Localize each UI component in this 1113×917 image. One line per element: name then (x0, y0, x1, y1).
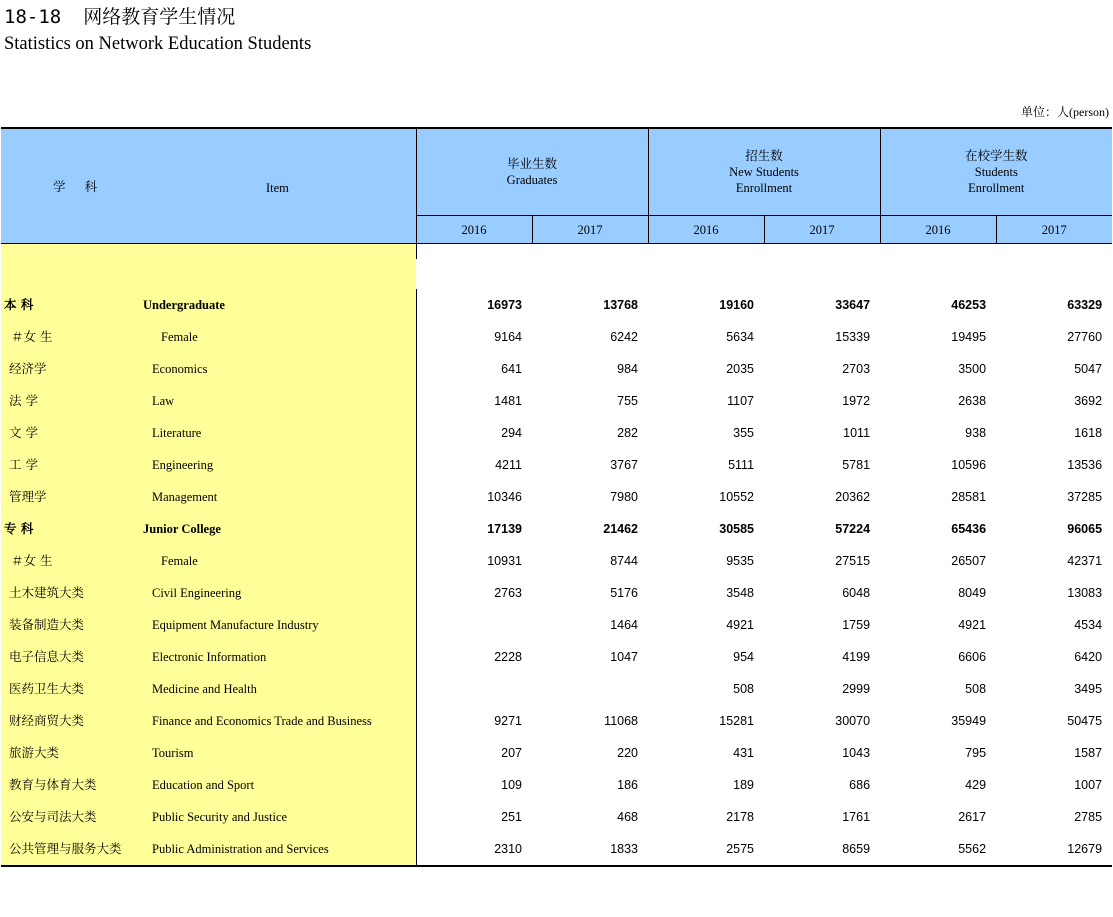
value-cell: 30585 (719, 522, 755, 536)
value-cell: 1761 (842, 810, 871, 824)
value-cell: 5047 (1074, 362, 1103, 376)
value-cell: 6606 (958, 650, 987, 664)
value-cell: 4534 (1074, 618, 1103, 632)
table-row (1, 769, 1112, 801)
value-cell: 1481 (416, 385, 532, 417)
value-cell: 2763 (416, 577, 532, 609)
group-header-en: Students (974, 165, 1018, 179)
item-cell (1, 513, 416, 545)
year-header: 2017 (764, 216, 880, 244)
value-cell: 46253 (951, 298, 987, 312)
value-cell: 189 (733, 778, 755, 792)
item-name-cn: 土木建筑大类 (9, 585, 85, 600)
value-cell: 795 (965, 746, 987, 760)
table-row (1, 673, 1112, 705)
group-header-cn: 毕业生数 (507, 157, 558, 171)
year-header: 2016 (648, 216, 764, 244)
item-cell (1, 259, 416, 289)
value-cell: 6420 (1074, 650, 1103, 664)
value-cell: 13768 (603, 298, 639, 312)
table-row (1, 609, 1112, 641)
value-cell: 294 (416, 417, 532, 449)
value-cell: 10596 (951, 458, 987, 472)
table-row (1, 353, 1112, 385)
value-cell: 641 (416, 353, 532, 385)
value-cell: 63329 (1067, 298, 1103, 312)
item-name-cn: 公共管理与服务大类 (9, 841, 122, 856)
value-cell: 431 (733, 746, 755, 760)
item-cell (1, 673, 416, 705)
item-name-cn: 工 学 (9, 457, 38, 472)
value-cell: 2999 (842, 682, 871, 696)
table-row (1, 641, 1112, 673)
value-cell: 19160 (719, 298, 755, 312)
table-row (1, 545, 1112, 577)
table-row (1, 321, 1112, 353)
value-cell: 12679 (996, 833, 1112, 866)
value-cell: 20362 (835, 490, 871, 504)
value-cell: 4921 (958, 618, 987, 632)
value-cell: 3692 (1074, 394, 1103, 408)
value-cell: 5176 (610, 586, 639, 600)
item-name-cn: ＃女 生 (11, 553, 53, 568)
value-cell: 33647 (835, 298, 871, 312)
item-cell (1, 481, 416, 513)
item-name-cn: 公安与司法大类 (9, 809, 97, 824)
value-cell: 57224 (835, 522, 871, 536)
item-name-en: Public Administration and Services (152, 842, 329, 856)
value-cell: 2178 (726, 810, 755, 824)
value-cell: 2575 (648, 833, 764, 866)
value-cell: 17139 (416, 513, 532, 545)
group-header-en2: Enrollment (968, 181, 1025, 195)
item-cell (1, 449, 416, 481)
table-row (1, 737, 1112, 769)
item-name-en: Equipment Manufacture Industry (152, 618, 319, 632)
item-name-cn: 电子信息大类 (9, 649, 85, 664)
value-cell: 8049 (958, 586, 987, 600)
year-header: 2017 (996, 216, 1112, 244)
item-name-cn: 法 学 (9, 393, 38, 408)
item-name-cn: 专 科 (4, 521, 34, 536)
table-row (1, 833, 1112, 866)
item-name-en: Finance and Economics Trade and Business (152, 714, 372, 728)
value-cell: 1007 (1074, 778, 1103, 792)
item-name-cn: 旅游大类 (9, 745, 60, 760)
value-cell: 28581 (951, 490, 987, 504)
value-cell: 1107 (727, 394, 755, 408)
item-name-cn: 文 学 (9, 425, 38, 440)
value-cell: 686 (849, 778, 871, 792)
item-cell (1, 609, 416, 641)
value-cell: 15339 (835, 330, 871, 344)
value-cell: 9271 (416, 705, 532, 737)
group-header-graduates (416, 128, 648, 216)
value-cell: 4199 (842, 650, 871, 664)
value-cell: 1011 (843, 426, 871, 440)
item-cell (1, 833, 416, 866)
value-cell: 9164 (416, 321, 532, 353)
value-cell: 21462 (603, 522, 639, 536)
value-cell: 5562 (880, 833, 996, 866)
item-name-en: Engineering (152, 458, 214, 472)
table-row (1, 449, 1112, 481)
item-cell (1, 417, 416, 449)
value-cell: 3500 (958, 362, 987, 376)
item-name-cn: 教育与体育大类 (9, 777, 97, 792)
value-cell: 7980 (610, 490, 639, 504)
value-cell: 42371 (1067, 554, 1103, 568)
item-name-en: Economics (152, 362, 208, 376)
value-cell: 1972 (842, 394, 871, 408)
value-cell: 1047 (610, 650, 639, 664)
item-cell (1, 641, 416, 673)
item-name-cn: 本 科 (4, 297, 34, 312)
item-name-en: Law (152, 394, 175, 408)
item-cell (1, 577, 416, 609)
value-cell: 2035 (726, 362, 755, 376)
item-name-cn: 经济学 (9, 361, 47, 376)
item-name-cn: ＃女 生 (11, 329, 53, 344)
item-cell (1, 545, 416, 577)
value-cell: 2703 (842, 362, 871, 376)
value-cell: 4921 (726, 618, 755, 632)
value-cell: 429 (965, 778, 987, 792)
item-name-en: Female (161, 330, 198, 344)
title-cn-text: 网络教育学生情况 (83, 6, 236, 28)
item-name-en: Medicine and Health (152, 682, 257, 696)
value-cell: 1618 (1074, 426, 1103, 440)
value-cell: 37285 (1067, 490, 1103, 504)
table-body (1, 244, 1112, 867)
item-cell (1, 289, 416, 321)
item-header (1, 128, 416, 244)
value-cell: 5111 (728, 458, 755, 472)
item-cell (1, 737, 416, 769)
value-cell: 4211 (416, 449, 532, 481)
value-cell: 27515 (835, 554, 871, 568)
item-name-cn: 财经商贸大类 (9, 713, 85, 728)
value-cell (532, 673, 648, 705)
value-cell: 1464 (610, 618, 639, 632)
page-title-en: Statistics on Network Education Students (4, 34, 312, 54)
group-header-students-enrollment (880, 128, 1112, 216)
value-cell: 26507 (951, 554, 987, 568)
value-cell: 1043 (842, 746, 871, 760)
value-cell: 5634 (726, 330, 755, 344)
item-name-en: Civil Engineering (152, 586, 242, 600)
item-cell (1, 321, 416, 353)
value-cell: 2617 (958, 810, 987, 824)
value-cell: 30070 (835, 714, 871, 728)
item-header-en: Item (266, 181, 289, 195)
value-cell: 1759 (842, 618, 871, 632)
value-cell: 2638 (958, 394, 987, 408)
value-cell: 50475 (1067, 714, 1103, 728)
item-cell (1, 801, 416, 833)
value-cell: 6242 (610, 330, 639, 344)
value-cell (416, 609, 532, 641)
group-header-en: Graduates (506, 173, 558, 187)
value-cell: 10552 (719, 490, 755, 504)
value-cell: 15281 (719, 714, 755, 728)
item-cell (1, 385, 416, 417)
value-cell: 207 (416, 737, 532, 769)
value-cell: 220 (617, 746, 639, 760)
item-name-cn: 管理学 (9, 489, 47, 504)
table-row (1, 801, 1112, 833)
value-cell: 6048 (842, 586, 871, 600)
item-name-en: Electronic Information (152, 650, 267, 664)
group-header-cn: 招生数 (745, 149, 783, 163)
value-cell: 11068 (604, 714, 639, 728)
value-cell: 1833 (532, 833, 648, 866)
unit-label: 单位：人(person) (1021, 105, 1109, 119)
item-name-en: Undergraduate (143, 298, 225, 312)
value-cell: 2310 (416, 833, 532, 866)
item-name-en: Public Security and Justice (152, 810, 288, 824)
value-cell: 109 (416, 769, 532, 801)
table-row (1, 417, 1112, 449)
page-header (4, 4, 311, 57)
value-cell: 19495 (951, 330, 987, 344)
item-name-cn: 医药卫生大类 (9, 681, 85, 696)
value-cell: 8744 (610, 554, 639, 568)
item-name-en: Tourism (152, 746, 194, 760)
table-number: 18-18 (4, 6, 62, 28)
value-cell: 508 (733, 682, 755, 696)
value-cell: 938 (965, 426, 987, 440)
year-header: 2017 (532, 216, 648, 244)
group-header-en2: Enrollment (735, 181, 793, 195)
year-header: 2016 (880, 216, 996, 244)
group-header-new-students (648, 128, 880, 216)
value-cell: 2228 (416, 641, 532, 673)
item-name-en: Literature (152, 426, 202, 440)
value-cell: 5781 (842, 458, 871, 472)
table-row (1, 385, 1112, 417)
item-cell (1, 244, 416, 260)
value-cell: 755 (617, 394, 639, 408)
value-cell: 9535 (726, 554, 755, 568)
value-cell: 2785 (1074, 810, 1103, 824)
year-header: 2016 (416, 216, 532, 244)
value-cell: 3548 (726, 586, 755, 600)
value-cell: 35949 (951, 714, 987, 728)
value-cell: 508 (965, 682, 987, 696)
table-row (1, 513, 1112, 545)
value-cell: 3767 (610, 458, 639, 472)
table-row (1, 577, 1112, 609)
spacer-cell (416, 259, 1112, 289)
table-row (1, 705, 1112, 737)
item-name-cn: 装备制造大类 (9, 617, 85, 632)
item-name-en: Female (161, 554, 198, 568)
item-name-en: Management (152, 490, 218, 504)
value-cell: 251 (416, 801, 532, 833)
item-cell (1, 705, 416, 737)
value-cell: 282 (617, 426, 639, 440)
group-header-cn: 在校学生数 (965, 149, 1028, 163)
statistics-table (1, 127, 1112, 867)
item-name-en: Education and Sport (152, 778, 255, 792)
value-cell: 186 (617, 778, 639, 792)
value-cell: 984 (617, 362, 639, 376)
item-name-en: Junior College (143, 522, 221, 536)
table-row (1, 481, 1112, 513)
value-cell: 954 (733, 650, 755, 664)
value-cell: 27760 (1067, 330, 1103, 344)
page-title-cn (4, 4, 311, 30)
value-cell: 1587 (1074, 746, 1103, 760)
item-header-cn: 学 科 (53, 180, 106, 194)
value-cell: 10346 (416, 481, 532, 513)
value-cell: 16973 (416, 289, 532, 321)
value-cell: 13536 (1067, 458, 1103, 472)
item-cell (1, 353, 416, 385)
value-cell (416, 673, 532, 705)
spacer-cell (416, 244, 1112, 260)
value-cell: 96065 (1067, 522, 1103, 536)
item-cell (1, 769, 416, 801)
group-header-en: New Students (729, 165, 799, 179)
value-cell: 65436 (951, 522, 987, 536)
value-cell: 3495 (1074, 682, 1103, 696)
value-cell: 13083 (1067, 586, 1103, 600)
value-cell: 8659 (764, 833, 880, 866)
value-cell: 468 (617, 810, 639, 824)
table-row (1, 289, 1112, 321)
value-cell: 10931 (416, 545, 532, 577)
value-cell: 355 (733, 426, 755, 440)
